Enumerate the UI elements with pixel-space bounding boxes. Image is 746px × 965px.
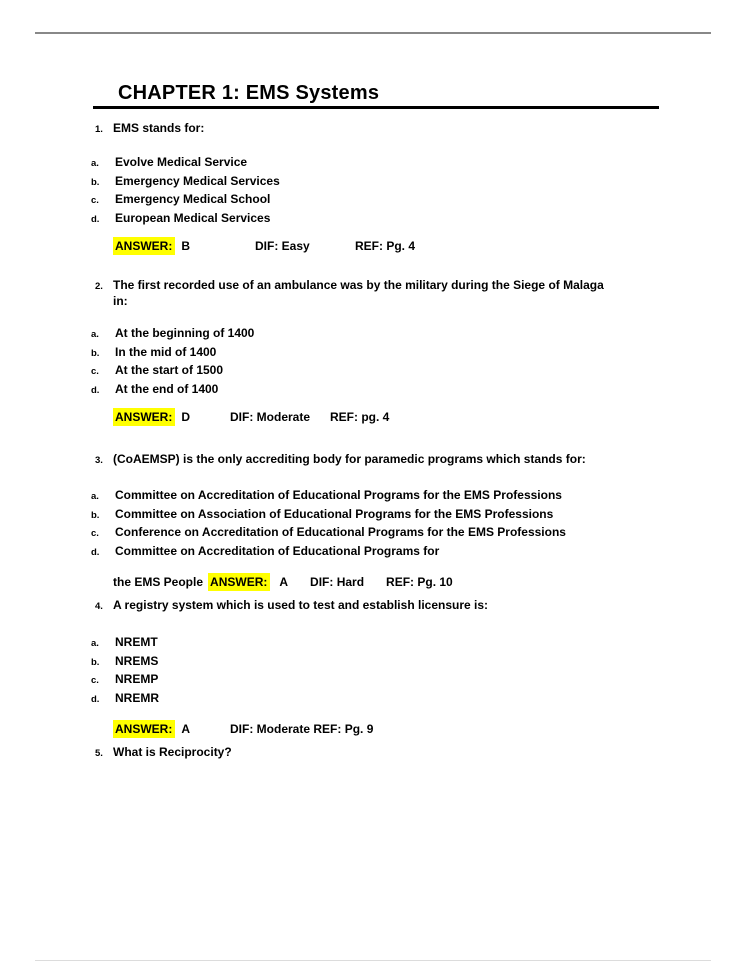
option-letter: d.	[91, 213, 100, 225]
option-text: Committee on Accreditation of Educational Programs for	[115, 543, 440, 558]
question-row	[95, 744, 710, 762]
option-row	[91, 154, 710, 173]
option-letter: b.	[91, 656, 100, 668]
option-text: At the end of 1400	[115, 381, 219, 396]
option-letter: c.	[91, 366, 99, 377]
question-prompt	[113, 277, 604, 309]
question-block-5	[95, 744, 710, 762]
answer-highlight: ANSWER:	[208, 573, 270, 591]
option-text: NREMP	[115, 672, 159, 686]
option-row	[91, 325, 710, 344]
question-block-1	[91, 120, 710, 255]
option-row	[91, 381, 710, 400]
bottom-divider	[35, 960, 711, 961]
answer-line	[113, 573, 710, 591]
question-row	[95, 277, 710, 309]
answer-highlight: ANSWER:	[113, 720, 175, 738]
option-letter: c.	[91, 528, 99, 539]
option-text: Emergency Medical School	[115, 192, 271, 206]
reference-label: REF: Pg. 4	[355, 239, 416, 253]
option-letter: c.	[91, 675, 99, 686]
difficulty-label: DIF: Moderate	[230, 722, 311, 736]
option-row	[91, 506, 710, 525]
question-number: 2.	[95, 281, 103, 292]
option-text: Evolve Medical Service	[115, 155, 248, 169]
question-number: 4.	[95, 601, 103, 612]
question-prompt-line2: in:	[113, 294, 128, 308]
option-text: NREMT	[115, 635, 158, 649]
option-row	[91, 671, 710, 690]
question-prompt: (CoAEMSP) is the only accrediting body for paramedic programs which stands for:	[113, 452, 586, 466]
question-block-3	[91, 451, 710, 591]
answer-value: A	[279, 575, 289, 589]
reference-label: REF: Pg. 9	[313, 722, 374, 736]
option-text: Committee on Accreditation of Educational Programs for the EMS Professions	[115, 488, 562, 502]
answer-value: D	[181, 410, 190, 424]
option-letter: a.	[91, 158, 99, 169]
question-row	[95, 597, 710, 615]
difficulty-label: DIF: Easy	[255, 239, 310, 253]
option-row	[91, 487, 710, 506]
question-prompt: What is Reciprocity?	[113, 745, 232, 759]
option-text: NREMS	[115, 653, 159, 668]
answer-line	[113, 237, 710, 255]
question-prompt: A registry system which is used to test and establish licensure is:	[113, 598, 489, 612]
answer-highlight: ANSWER:	[113, 237, 175, 255]
option-text: NREMR	[115, 690, 159, 705]
option-text: European Medical Services	[115, 210, 271, 225]
option-text: Conference on Accreditation of Educational Programs for the EMS Professions	[115, 525, 566, 539]
option-text: At the beginning of 1400	[115, 326, 255, 340]
question-number: 3.	[95, 455, 103, 466]
difficulty-label: DIF: Hard	[310, 575, 365, 589]
option-letter: c.	[91, 195, 99, 206]
answer-prefix: the EMS People	[113, 575, 204, 589]
option-text: At the start of 1500	[115, 363, 224, 377]
option-row	[91, 524, 710, 543]
option-letter: a.	[91, 638, 99, 649]
question-row	[95, 451, 710, 469]
option-letter: b.	[91, 176, 100, 188]
question-block-2	[91, 277, 710, 426]
question-number: 5.	[95, 748, 103, 759]
top-divider	[35, 32, 711, 34]
option-text: Committee on Association of Educational Programs for the EMS Professions	[115, 506, 554, 521]
options-list	[91, 325, 710, 399]
options-list	[91, 487, 710, 561]
option-row	[91, 653, 710, 672]
option-row	[91, 210, 710, 229]
answer-line	[113, 720, 710, 738]
difficulty-label: DIF: Moderate	[230, 410, 311, 424]
reference-label: REF: Pg. 10	[386, 575, 453, 589]
answer-value: A	[181, 722, 190, 736]
option-row	[91, 634, 710, 653]
question-number: 1.	[95, 124, 103, 135]
options-list	[91, 154, 710, 228]
option-letter: d.	[91, 546, 100, 558]
option-row	[91, 690, 710, 709]
answer-highlight: ANSWER:	[113, 408, 175, 426]
option-row	[91, 173, 710, 192]
option-text: In the mid of 1400	[115, 344, 217, 359]
chapter-title-text: CHAPTER 1: EMS Systems	[118, 82, 380, 104]
option-text: Emergency Medical Services	[115, 173, 280, 188]
option-letter: b.	[91, 347, 100, 359]
option-letter: a.	[91, 329, 99, 340]
question-block-4	[91, 597, 710, 738]
chapter-title	[93, 83, 659, 109]
option-row	[91, 191, 710, 210]
question-prompt: EMS stands for:	[113, 121, 205, 135]
answer-value: B	[181, 239, 190, 253]
question-row	[95, 120, 710, 138]
difficulty-reference-group	[230, 722, 373, 736]
option-row	[91, 543, 710, 562]
question-prompt-line1: The first recorded use of an ambulance was by the military during the Siege of Malaga	[113, 278, 604, 292]
answer-line	[113, 408, 710, 426]
option-row	[91, 362, 710, 381]
options-list	[91, 634, 710, 708]
option-letter: d.	[91, 384, 100, 396]
option-letter: b.	[91, 509, 100, 521]
option-letter: a.	[91, 491, 99, 502]
option-letter: d.	[91, 693, 100, 705]
option-row	[91, 344, 710, 363]
reference-label: REF: pg. 4	[330, 410, 390, 424]
